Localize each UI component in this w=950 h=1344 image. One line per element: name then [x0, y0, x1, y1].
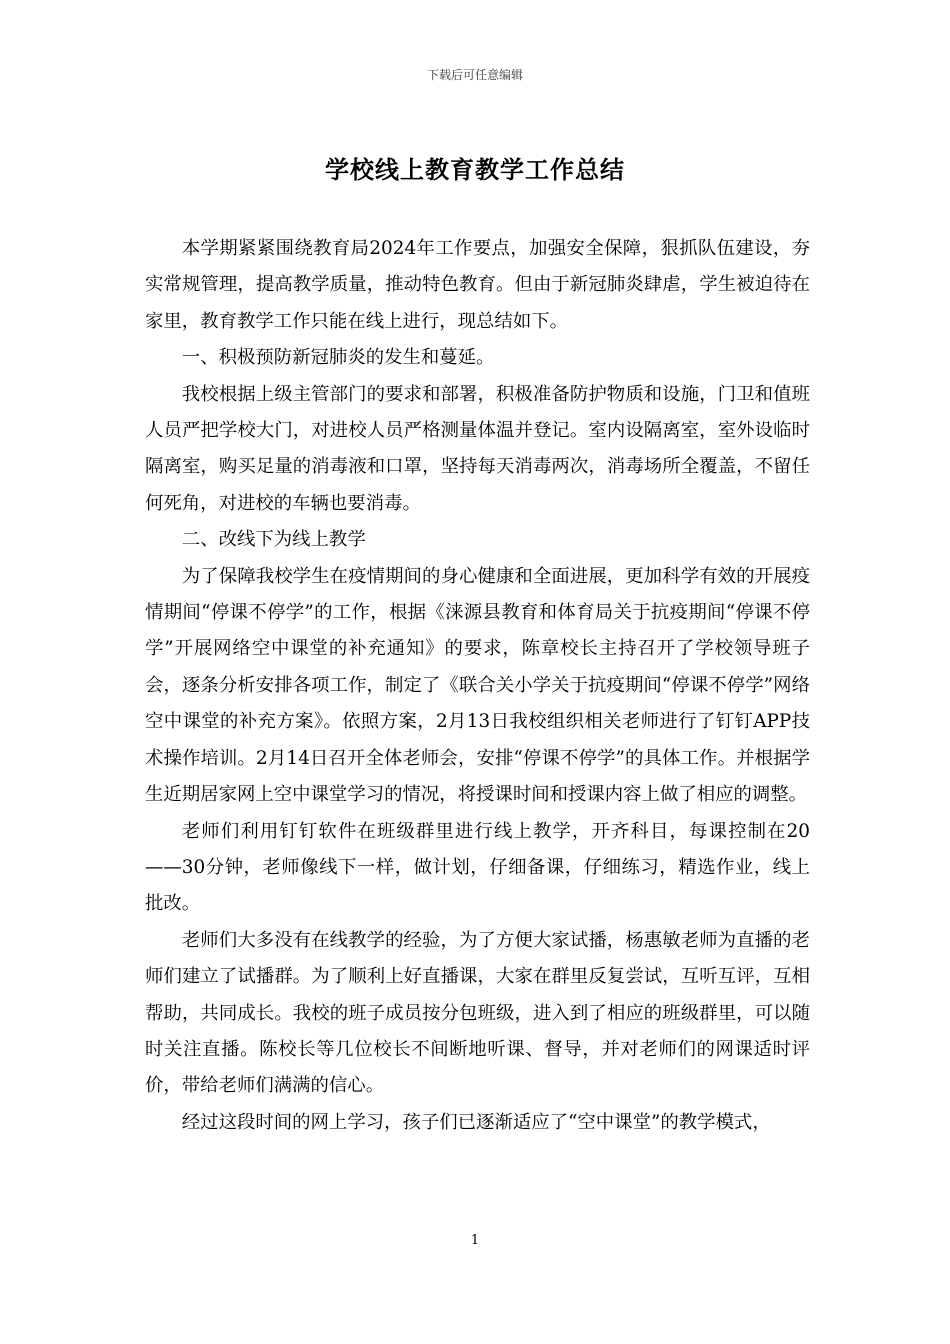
paragraph-intro: 本学期紧紧围绕教育局2024年工作要点，加强安全保障，狠抓队伍建设，夯实常规管理，提高教学质量，推动特色教育。但由于新冠肺炎肆虐，学生被迫待在家里，教育教学工作只能在线上进行，现总结如下。	[145, 238, 810, 332]
paragraph-results: 经过这段时间的网上学习，孩子们已逐渐适应了“空中课堂”的教学模式，	[181, 1111, 771, 1133]
document-title: 学校线上教育教学工作总结	[325, 155, 625, 184]
paragraph-online-plan: 为了保障我校学生在疫情期间的身心健康和全面进展，更加科学有效的开展疫情期间“停课不停学”的工作，根据《涞源县教育和体育局关于抗疫期间“停课不停学”开展网络空中课堂的补充通知》的要求，陈章校长主持召开了学校领导班子会，逐条分析安排各项工作，制定了《联合关小学关于抗疫期间“停课不停学”网络空中课堂的补充方案》。依照方案，2月13日我校组织相关老师进行了钉钉APP技术操作培训。2月14日召开全体老师会，安排“停课不停学”的具体工作。并根据学生近期居家网上空中课堂学习的情况，将授课时间和授课内容上做了相应的调整。	[145, 565, 810, 806]
section-heading-1: 一、积极预防新冠肺炎的发生和蔓延。	[181, 347, 495, 369]
paragraph-trial-broadcast: 老师们大多没有在线教学的经验，为了方便大家试播，杨惠敏老师为直播的老师们建立了试播群。为了顺利上好直播课，大家在群里反复尝试，互听互评，互相帮助，共同成长。我校的班子成员按分包班级，进入到了相应的班级群里，可以随时关注直播。陈校长等几位校长不间断地听课、督导，并对老师们的网课适时评价，带给老师们满满的信心。	[145, 929, 810, 1097]
document-body	[145, 231, 810, 1141]
paragraph-prevention: 我校根据上级主管部门的要求和部署，积极准备防护物质和设施，门卫和值班人员严把学校大门，对进校人员严格测量体温并登记。室内设隔离室，室外设临时隔离室，购买足量的消毒液和口罩，坚持每天消毒两次，消毒场所全覆盖，不留任何死角，对进校的车辆也要消毒。	[145, 383, 810, 514]
section-heading-2: 二、改线下为线上教学	[181, 529, 366, 551]
paragraph-online-teaching: 老师们利用钉钉软件在班级群里进行线上教学，开齐科目，每课控制在20——30分钟，老师像线下一样，做计划，仔细备课，仔细练习，精选作业，线上批改。	[145, 820, 810, 915]
header-note: 下载后可任意编辑	[426, 68, 523, 82]
page-number: 1	[470, 1233, 480, 1248]
